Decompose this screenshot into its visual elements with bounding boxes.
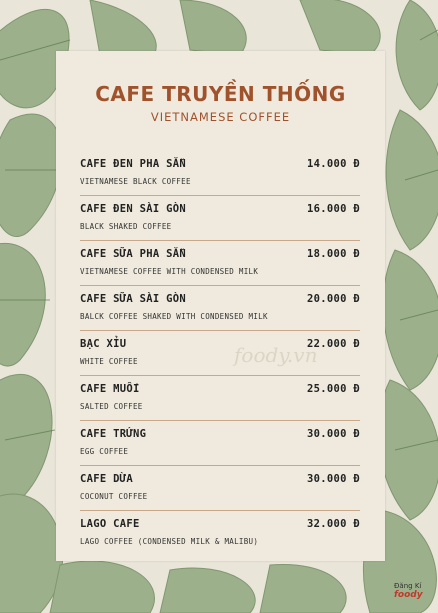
item-desc: BLACK SHAKED COFFEE xyxy=(80,222,172,231)
item-price: 18.000 Đ xyxy=(307,248,360,260)
menu-item xyxy=(80,196,360,241)
item-desc: COCONUT COFFEE xyxy=(80,492,148,501)
item-name: CAFE SỮA PHA SẴN xyxy=(80,248,186,260)
item-price: 22.000 Đ xyxy=(307,338,360,350)
item-price: 30.000 Đ xyxy=(307,428,360,440)
item-desc: SALTED COFFEE xyxy=(80,402,143,411)
item-desc: VIETNAMESE COFFEE WITH CONDENSED MILK xyxy=(80,267,259,276)
item-name: CAFE ĐEN SÀI GÒN xyxy=(80,203,186,215)
item-price: 25.000 Đ xyxy=(307,383,360,395)
menu-title: CAFE TRUYỀN THỐNG xyxy=(95,82,346,106)
item-name: CAFE ĐEN PHA SẴN xyxy=(80,158,186,170)
item-price: 16.000 Đ xyxy=(307,203,360,215)
menu-item xyxy=(80,151,360,196)
menu-subtitle: VIETNAMESE COFFEE xyxy=(150,110,291,124)
item-name: BẠC XỈU xyxy=(80,338,127,350)
menu-item xyxy=(80,331,360,376)
item-name: CAFE DỪA xyxy=(80,473,133,485)
logo-line1: Đăng Kí xyxy=(394,582,422,590)
logo-line2: foody xyxy=(394,590,423,600)
menu-items xyxy=(80,151,360,555)
item-price: 32.000 Đ xyxy=(307,518,360,530)
item-desc: VIETNAMESE BLACK COFFEE xyxy=(80,177,191,186)
item-price: 20.000 Đ xyxy=(307,293,360,305)
item-price: 14.000 Đ xyxy=(307,158,360,170)
menu-item xyxy=(80,511,360,555)
item-name: LAGO CAFE xyxy=(80,518,140,530)
item-name: CAFE TRỨNG xyxy=(80,428,147,440)
menu-item xyxy=(80,466,360,511)
item-desc: EGG COFFEE xyxy=(80,447,129,456)
menu-item xyxy=(80,241,360,286)
menu-item xyxy=(80,421,360,466)
foody-logo[interactable] xyxy=(394,582,423,600)
item-name: CAFE SỮA SÀI GÒN xyxy=(80,293,186,305)
menu-item xyxy=(80,376,360,421)
menu-card xyxy=(56,51,385,561)
item-name: CAFE MUỐI xyxy=(80,383,140,395)
menu-item xyxy=(80,286,360,331)
item-desc: BALCK COFFEE SHAKED WITH CONDENSED MILK xyxy=(80,312,268,321)
item-desc: LAGO COFFEE (CONDENSED MILK & MALIBU) xyxy=(80,537,259,546)
item-desc: WHITE COFFEE xyxy=(80,357,138,366)
item-price: 30.000 Đ xyxy=(307,473,360,485)
watermark: foody.vn xyxy=(234,343,318,367)
